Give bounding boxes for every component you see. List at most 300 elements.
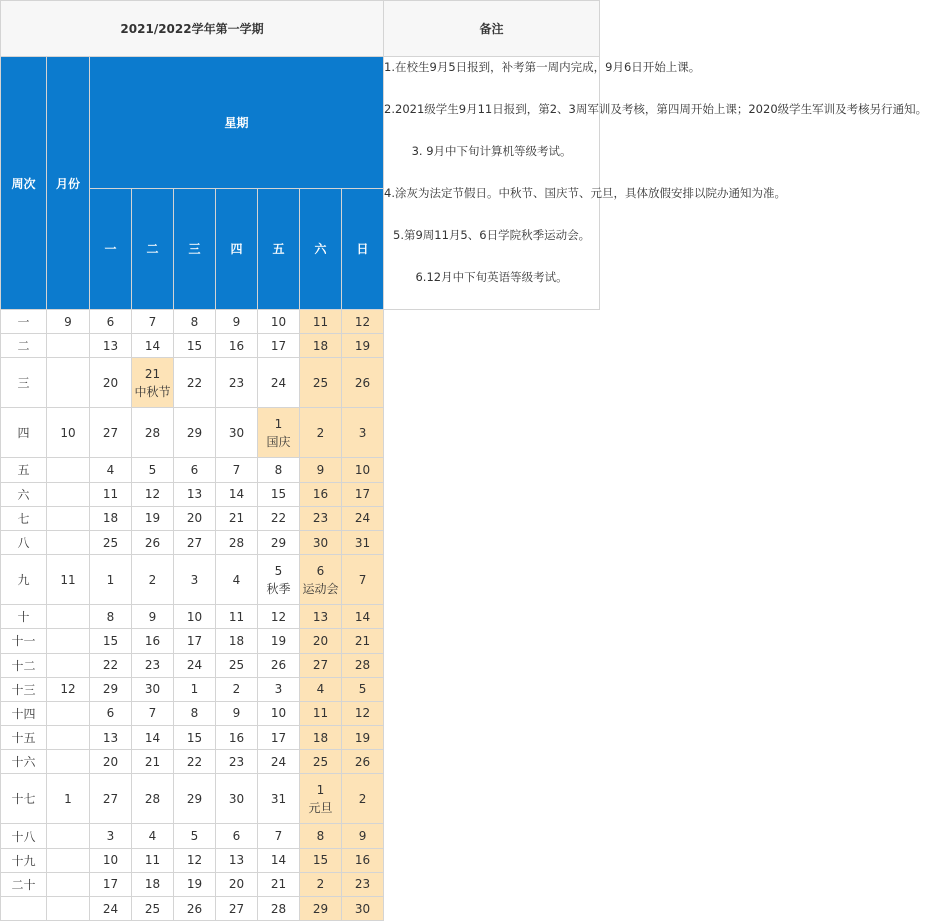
- day-number: 19: [186, 877, 203, 892]
- week-row: [1, 872, 600, 896]
- holiday-day-cell: [300, 653, 342, 677]
- week-row: [1, 458, 600, 482]
- day-cell: [216, 530, 258, 554]
- week-number: 十三: [1, 677, 47, 701]
- day-number: 11: [228, 609, 245, 624]
- day-cell: [90, 701, 132, 725]
- day-number: 12: [144, 487, 161, 502]
- day-cell: [132, 530, 174, 554]
- holiday-day-cell: [342, 605, 384, 629]
- week-row: [1, 701, 600, 725]
- day-cell: [90, 482, 132, 506]
- day-number: 23: [312, 511, 329, 526]
- day-number: 13: [186, 487, 203, 502]
- week-row: [1, 629, 600, 653]
- day-cell: [174, 897, 216, 921]
- week-number: 九: [1, 555, 47, 605]
- day-number: 17: [186, 633, 203, 648]
- day-number: 1: [106, 572, 115, 587]
- week-number: 四: [1, 408, 47, 458]
- weekday-header: 二: [132, 188, 174, 309]
- day-number: 18: [228, 633, 245, 648]
- day-event-label: 国庆: [266, 434, 291, 449]
- day-number: 17: [354, 487, 371, 502]
- weekday-header: 一: [90, 188, 132, 309]
- day-cell: [174, 605, 216, 629]
- day-cell: [258, 605, 300, 629]
- month-number: 1: [47, 774, 90, 824]
- holiday-day-cell: [300, 408, 342, 458]
- day-number: 1: [316, 782, 325, 797]
- term-title: 2021/2022学年第一学期: [1, 1, 384, 57]
- month-number: [47, 824, 90, 848]
- day-number: 1: [274, 416, 283, 431]
- day-cell: [216, 358, 258, 408]
- holiday-day-cell: [300, 358, 342, 408]
- day-cell: [174, 872, 216, 896]
- week-row: [1, 605, 600, 629]
- day-cell: [216, 774, 258, 824]
- day-cell: [258, 897, 300, 921]
- month-number: [47, 358, 90, 408]
- day-number: 13: [228, 853, 245, 868]
- holiday-day-cell: [300, 530, 342, 554]
- day-cell: [90, 872, 132, 896]
- month-number: [47, 726, 90, 750]
- day-number: 11: [144, 853, 161, 868]
- day-number: 9: [232, 314, 241, 329]
- day-cell: [258, 458, 300, 482]
- day-cell: [132, 555, 174, 605]
- day-number: 9: [148, 609, 157, 624]
- holiday-day-cell: [300, 310, 342, 334]
- day-number: 6: [232, 829, 241, 844]
- holiday-day-cell: [132, 358, 174, 408]
- month-column-header: 月份: [47, 57, 90, 310]
- notes-panel: [384, 57, 927, 310]
- day-cell: [174, 653, 216, 677]
- day-cell: [90, 506, 132, 530]
- holiday-day-cell: [342, 530, 384, 554]
- day-number: 4: [106, 462, 115, 477]
- day-cell: [90, 605, 132, 629]
- day-number: 30: [228, 791, 245, 806]
- holiday-day-cell: [300, 506, 342, 530]
- holiday-day-cell: [300, 482, 342, 506]
- day-number: 6: [190, 462, 199, 477]
- holiday-day-cell: [300, 897, 342, 921]
- holiday-day-cell: [300, 701, 342, 725]
- notes-title: 备注: [384, 1, 600, 57]
- holiday-day-cell: [342, 408, 384, 458]
- day-number: 20: [186, 511, 203, 526]
- day-number: 14: [144, 730, 161, 745]
- day-cell: [90, 677, 132, 701]
- week-row: [1, 482, 600, 506]
- day-cell: [132, 334, 174, 358]
- day-number: 3: [274, 682, 283, 697]
- day-cell: [132, 506, 174, 530]
- day-number: 1: [190, 682, 199, 697]
- holiday-day-cell: [342, 897, 384, 921]
- day-number: 6: [106, 706, 115, 721]
- day-cell: [258, 726, 300, 750]
- day-cell: [258, 530, 300, 554]
- holiday-day-cell: [342, 848, 384, 872]
- week-row: [1, 530, 600, 554]
- day-number: 23: [354, 877, 371, 892]
- note-item: 6.12月中下旬英语等级考试。: [415, 270, 568, 284]
- week-number: 一: [1, 310, 47, 334]
- day-cell: [132, 653, 174, 677]
- holiday-day-cell: [342, 629, 384, 653]
- day-number: 9: [232, 706, 241, 721]
- day-cell: [90, 750, 132, 774]
- holiday-day-cell: [258, 408, 300, 458]
- day-cell: [174, 358, 216, 408]
- day-cell: [132, 629, 174, 653]
- day-cell: [258, 677, 300, 701]
- day-number: 4: [316, 682, 325, 697]
- day-number: 21: [354, 633, 371, 648]
- weekday-header: 五: [258, 188, 300, 309]
- day-number: 18: [312, 338, 329, 353]
- week-number: 七: [1, 506, 47, 530]
- day-cell: [174, 701, 216, 725]
- day-number: 12: [354, 314, 371, 329]
- day-number: 15: [270, 487, 287, 502]
- month-number: [47, 482, 90, 506]
- day-number: 12: [270, 609, 287, 624]
- day-number: 3: [190, 572, 199, 587]
- day-cell: [90, 629, 132, 653]
- day-cell: [258, 653, 300, 677]
- day-number: 22: [186, 754, 203, 769]
- day-number: 7: [148, 706, 157, 721]
- day-number: 7: [358, 572, 367, 587]
- day-number: 31: [354, 535, 371, 550]
- day-cell: [132, 750, 174, 774]
- week-number: 十七: [1, 774, 47, 824]
- weekday-group-header: 星期: [90, 57, 384, 189]
- day-cell: [174, 530, 216, 554]
- day-number: 15: [312, 853, 329, 868]
- month-number: 9: [47, 310, 90, 334]
- day-cell: [174, 506, 216, 530]
- week-row: [1, 408, 600, 458]
- day-number: 24: [186, 658, 203, 673]
- day-number: 8: [274, 462, 283, 477]
- holiday-day-cell: [300, 334, 342, 358]
- day-cell: [90, 334, 132, 358]
- day-cell: [90, 458, 132, 482]
- day-cell: [216, 482, 258, 506]
- day-number: 8: [190, 314, 199, 329]
- holiday-day-cell: [300, 824, 342, 848]
- day-cell: [174, 848, 216, 872]
- day-number: 7: [274, 829, 283, 844]
- day-number: 16: [228, 338, 245, 353]
- day-number: 11: [312, 314, 329, 329]
- month-number: 10: [47, 408, 90, 458]
- holiday-day-cell: [342, 872, 384, 896]
- day-number: 22: [102, 658, 119, 673]
- day-number: 20: [228, 877, 245, 892]
- day-number: 14: [228, 487, 245, 502]
- day-number: 10: [270, 706, 287, 721]
- holiday-day-cell: [300, 848, 342, 872]
- month-number: [47, 653, 90, 677]
- day-number: 19: [354, 730, 371, 745]
- week-row: [1, 358, 600, 408]
- day-cell: [132, 848, 174, 872]
- day-cell: [174, 482, 216, 506]
- day-number: 20: [312, 633, 329, 648]
- day-number: 15: [186, 730, 203, 745]
- day-cell: [216, 458, 258, 482]
- week-row: [1, 310, 600, 334]
- day-number: 15: [186, 338, 203, 353]
- day-number: 23: [144, 658, 161, 673]
- day-cell: [216, 701, 258, 725]
- holiday-day-cell: [300, 458, 342, 482]
- day-cell: [132, 408, 174, 458]
- day-cell: [216, 848, 258, 872]
- day-number: 30: [144, 682, 161, 697]
- day-cell: [216, 506, 258, 530]
- day-cell: [174, 408, 216, 458]
- day-event-label: 中秋节: [134, 384, 171, 399]
- day-number: 2: [232, 682, 241, 697]
- holiday-day-cell: [342, 334, 384, 358]
- day-number: 8: [106, 609, 115, 624]
- day-number: 13: [102, 338, 119, 353]
- month-number: [47, 750, 90, 774]
- day-number: 6: [316, 563, 325, 578]
- holiday-day-cell: [300, 750, 342, 774]
- day-cell: [90, 358, 132, 408]
- week-row: [1, 726, 600, 750]
- day-number: 8: [190, 706, 199, 721]
- day-cell: [132, 310, 174, 334]
- day-number: 8: [316, 829, 325, 844]
- day-number: 7: [148, 314, 157, 329]
- day-number: 21: [144, 754, 161, 769]
- holiday-day-cell: [300, 677, 342, 701]
- day-number: 20: [102, 375, 119, 390]
- day-number: 28: [228, 535, 245, 550]
- day-cell: [90, 824, 132, 848]
- week-number: 五: [1, 458, 47, 482]
- day-number: 10: [270, 314, 287, 329]
- holiday-day-cell: [342, 310, 384, 334]
- day-number: 27: [102, 425, 119, 440]
- day-cell: [258, 482, 300, 506]
- day-cell: [90, 653, 132, 677]
- holiday-day-cell: [342, 458, 384, 482]
- holiday-day-cell: [342, 750, 384, 774]
- day-number: 23: [228, 754, 245, 769]
- week-row: [1, 677, 600, 701]
- week-column-header: 周次: [1, 57, 47, 310]
- holiday-day-cell: [342, 774, 384, 824]
- day-cell: [174, 750, 216, 774]
- day-cell: [174, 726, 216, 750]
- day-number: 26: [354, 754, 371, 769]
- week-number: 十八: [1, 824, 47, 848]
- week-number: 六: [1, 482, 47, 506]
- day-number: 11: [102, 487, 119, 502]
- month-number: [47, 701, 90, 725]
- day-number: 5: [190, 829, 199, 844]
- day-cell: [90, 726, 132, 750]
- day-cell: [174, 555, 216, 605]
- day-number: 28: [354, 658, 371, 673]
- month-number: [47, 458, 90, 482]
- day-cell: [258, 824, 300, 848]
- day-number: 27: [228, 901, 245, 916]
- week-row: [1, 506, 600, 530]
- holiday-day-cell: [300, 872, 342, 896]
- day-number: 6: [106, 314, 115, 329]
- week-number: 十一: [1, 629, 47, 653]
- note-item: 5.第9周11月5、6日学院秋季运动会。: [393, 228, 591, 242]
- day-cell: [216, 750, 258, 774]
- day-number: 3: [106, 829, 115, 844]
- week-number: 二: [1, 334, 47, 358]
- day-cell: [90, 897, 132, 921]
- holiday-day-cell: [300, 605, 342, 629]
- week-number: 三: [1, 358, 47, 408]
- day-number: 15: [102, 633, 119, 648]
- weekday-header: 六: [300, 188, 342, 309]
- day-number: 3: [358, 425, 367, 440]
- day-cell: [132, 458, 174, 482]
- day-number: 27: [186, 535, 203, 550]
- day-number: 28: [144, 425, 161, 440]
- day-number: 30: [354, 901, 371, 916]
- day-number: 29: [270, 535, 287, 550]
- day-number: 22: [186, 375, 203, 390]
- day-number: 29: [186, 791, 203, 806]
- holiday-day-cell: [342, 506, 384, 530]
- day-cell: [258, 310, 300, 334]
- month-number: [47, 506, 90, 530]
- day-number: 17: [270, 338, 287, 353]
- day-cell: [216, 408, 258, 458]
- day-number: 9: [316, 462, 325, 477]
- day-event-label: 秋季: [266, 581, 291, 596]
- day-cell: [258, 848, 300, 872]
- day-number: 31: [270, 791, 287, 806]
- month-number: 11: [47, 555, 90, 605]
- day-cell: [258, 701, 300, 725]
- day-cell: [216, 726, 258, 750]
- weekday-header: 三: [174, 188, 216, 309]
- week-number: 十二: [1, 653, 47, 677]
- holiday-day-cell: [342, 701, 384, 725]
- day-number: 20: [102, 754, 119, 769]
- day-number: 19: [144, 511, 161, 526]
- day-number: 2: [148, 572, 157, 587]
- day-number: 30: [312, 535, 329, 550]
- day-cell: [132, 677, 174, 701]
- week-row: [1, 555, 600, 605]
- month-number: [47, 848, 90, 872]
- day-number: 26: [354, 375, 371, 390]
- week-number: 十: [1, 605, 47, 629]
- day-number: 19: [354, 338, 371, 353]
- day-cell: [258, 334, 300, 358]
- week-row: [1, 848, 600, 872]
- day-number: 14: [354, 609, 371, 624]
- week-row: [1, 824, 600, 848]
- day-number: 19: [270, 633, 287, 648]
- day-number: 16: [144, 633, 161, 648]
- day-number: 10: [102, 853, 119, 868]
- day-number: 24: [270, 754, 287, 769]
- week-row: [1, 334, 600, 358]
- day-cell: [258, 506, 300, 530]
- day-number: 12: [186, 853, 203, 868]
- note-item: 1.在校生9月5日报到，补考第一周内完成，9月6日开始上课。: [384, 60, 701, 74]
- day-cell: [174, 310, 216, 334]
- day-number: 21: [228, 511, 245, 526]
- day-number: 14: [270, 853, 287, 868]
- holiday-day-cell: [342, 482, 384, 506]
- holiday-day-cell: [300, 726, 342, 750]
- month-number: [47, 530, 90, 554]
- week-number: 二十: [1, 872, 47, 896]
- day-cell: [216, 653, 258, 677]
- day-number: 4: [148, 829, 157, 844]
- day-cell: [216, 677, 258, 701]
- day-number: 27: [102, 791, 119, 806]
- holiday-day-cell: [300, 629, 342, 653]
- holiday-day-cell: [342, 358, 384, 408]
- day-number: 29: [102, 682, 119, 697]
- day-cell: [216, 334, 258, 358]
- month-number: [47, 334, 90, 358]
- day-event-label: 运动会: [302, 581, 339, 596]
- holiday-day-cell: [342, 555, 384, 605]
- week-number: [1, 897, 47, 921]
- day-event-label: 元旦: [308, 800, 333, 815]
- day-cell: [258, 555, 300, 605]
- day-cell: [216, 310, 258, 334]
- day-number: 25: [102, 535, 119, 550]
- month-number: [47, 897, 90, 921]
- day-cell: [174, 677, 216, 701]
- day-cell: [258, 629, 300, 653]
- day-cell: [174, 774, 216, 824]
- day-number: 23: [228, 375, 245, 390]
- day-number: 26: [186, 901, 203, 916]
- week-number: 十九: [1, 848, 47, 872]
- calendar-body: [1, 310, 600, 921]
- day-number: 26: [270, 658, 287, 673]
- week-number: 十四: [1, 701, 47, 725]
- day-number: 18: [312, 730, 329, 745]
- day-number: 13: [102, 730, 119, 745]
- weekday-header: 日: [342, 188, 384, 309]
- day-cell: [174, 458, 216, 482]
- day-cell: [132, 701, 174, 725]
- week-row: [1, 774, 600, 824]
- day-number: 30: [228, 425, 245, 440]
- day-number: 21: [144, 366, 161, 381]
- day-cell: [216, 872, 258, 896]
